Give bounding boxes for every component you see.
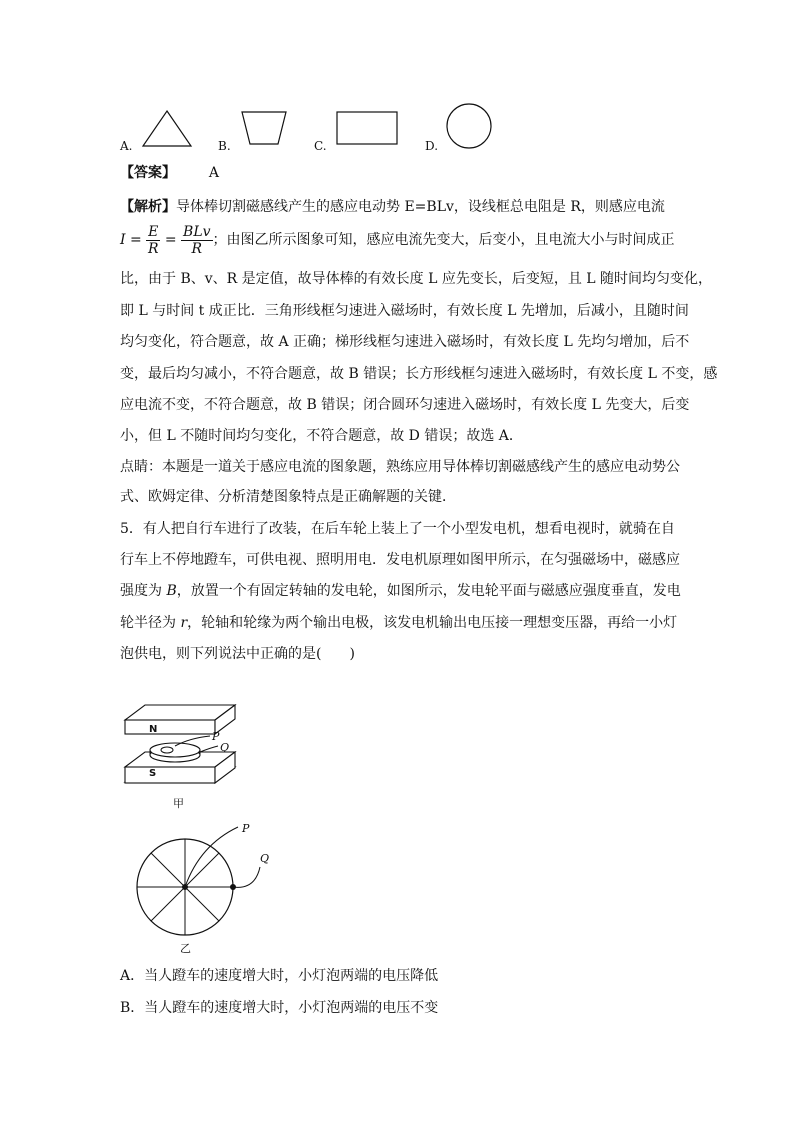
formula-frac-blv-r: $\frac{\text{BLv}}{R}$: [183, 223, 211, 257]
analysis-line-2: [120, 222, 675, 258]
q5-line-5: 泡供电，则下列说法中正确的是( ): [120, 646, 355, 662]
analysis-line-7: 应电流不变，不符合题意，故 B 错误；闭合圆环匀速进入磁场时，有效长度 L 先变大，后变: [120, 397, 690, 413]
q5-line-2: 行车上不停地蹬车，可供电视、照明用电．发电机原理如图甲所示，在匀强磁场中，磁感应: [120, 552, 680, 568]
choice-b: B．当人蹬车的速度增大时，小灯泡两端的电压不变: [120, 1000, 439, 1016]
rectangle-shape: [334, 108, 400, 148]
analysis-line-5: 均匀变化，符合题意，故 A 正确；梯形线框匀速进入磁场时，有效长度 L 先均匀增加，后不: [120, 334, 690, 350]
analysis-text-1: 导体棒切割磁感线产生的感应电动势 E=BLv，设线框总电阻是 R，则感应电流: [176, 199, 665, 215]
q5-line-1: 5．有人把自行车进行了改装，在后车轮上装上了一个小型发电机，想看电视时，就骑在自: [120, 521, 675, 537]
jia-caption: 甲: [173, 797, 184, 810]
yi-caption: 乙: [180, 942, 191, 955]
analysis-line-4: 即 L 与时间 t 成正比．三角形线框匀速进入磁场时，有效长度 L 先增加，后减小，且随时间: [120, 303, 689, 319]
analysis-line-8: 小，但 L 不随时间均匀变化，不符合题意，故 D 错误；故选 A．: [120, 428, 523, 444]
comment-line-2: 式、欧姆定律、分析清楚图象特点是正确解题的关键．: [120, 489, 456, 505]
circle-shape: [444, 102, 496, 152]
jia-p-label: P: [212, 730, 220, 743]
jia-n-label: N: [149, 724, 158, 735]
q5-line-4: 轮半径为 r，轮轴和轮缘为两个输出电极，该发电机输出电压接一理想变压器，再给一小灯: [120, 615, 678, 631]
analysis-text-2: ；由图乙所示图象可知，感应电流先变大，后变小，且电流大小与时间成正: [212, 232, 675, 248]
option-a-label: A.: [120, 139, 133, 153]
formula-eq2: =: [164, 232, 177, 248]
analysis-line-3: 比，由于 B、v、R 是定值，故导体棒的有效长度 L 应先变长，后变短，且 L 随时间均匀变化，: [120, 271, 713, 287]
option-d-label: D.: [425, 139, 439, 153]
analysis-bracket: 【解析】: [120, 199, 176, 215]
jia-s-label: S: [149, 768, 157, 779]
formula-frac-e-r: $\frac{E}{R}$: [148, 223, 159, 257]
option-b-label: B.: [218, 139, 231, 153]
formula-eq1: =: [129, 232, 142, 248]
q5-line-3: 强度为 B，放置一个有固定转轴的发电轮，如图所示，发电轮平面与磁感应强度垂直，发电: [120, 583, 681, 599]
answer-value: A: [208, 165, 220, 181]
var-r: r: [180, 615, 188, 631]
trapezoid-shape: [238, 108, 290, 148]
triangle-shape: [140, 108, 194, 150]
answer-line: [120, 163, 219, 183]
figure-jia-magnets: [115, 700, 255, 800]
analysis-line-1: [120, 197, 665, 217]
var-b: B: [166, 583, 177, 599]
choice-a: A．当人蹬车的速度增大时，小灯泡两端的电压降低: [120, 968, 439, 984]
jia-q-label: Q: [220, 741, 230, 754]
analysis-line-6: 变，最后均匀减小，不符合题意，故 B 错误；长方形线框匀速进入磁场时，有效长度 L 不变，感: [120, 366, 718, 382]
yi-p-label: P: [242, 822, 250, 835]
answer-bracket: 【答案】: [120, 165, 176, 181]
option-c-label: C.: [314, 139, 327, 153]
yi-q-label: Q: [260, 852, 270, 865]
formula-i: I: [120, 232, 126, 248]
comment-line-1: 点睛：本题是一道关于感应电流的图象题，熟练应用导体棒切割磁感线产生的感应电动势公: [120, 459, 680, 475]
